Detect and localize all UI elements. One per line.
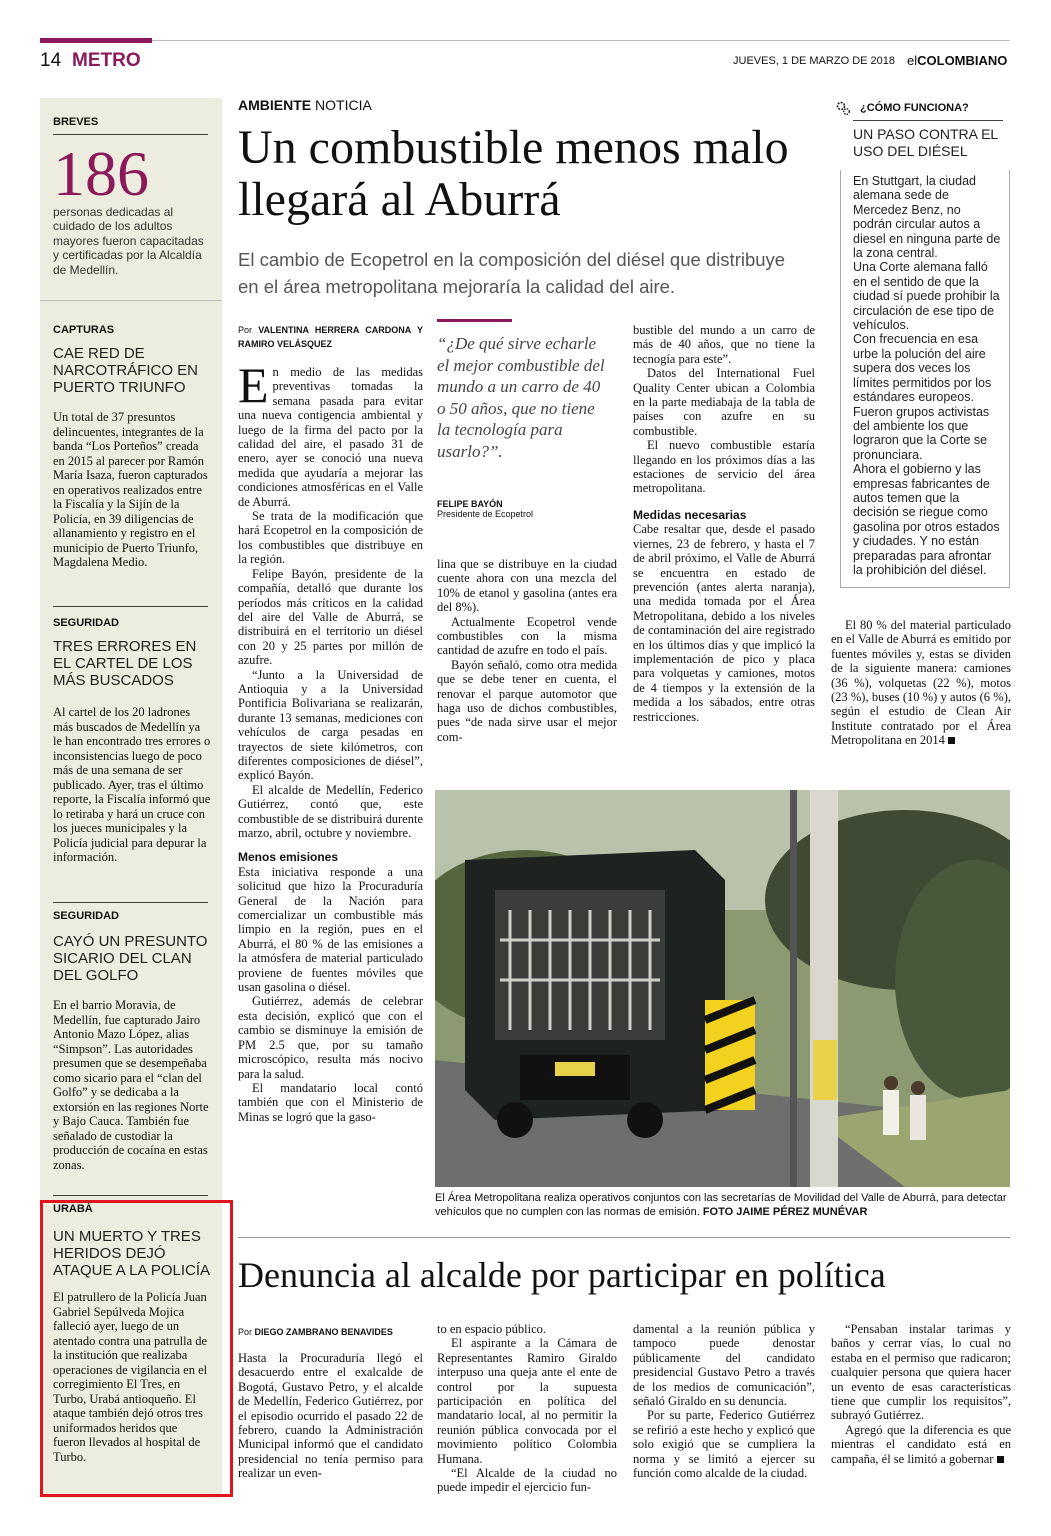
article2-headline: Denuncia al alcalde por participar en política (238, 1255, 886, 1295)
brief-text: En el barrio Moravia, de Medellín, fue capturado Jairo Antonio Mazo López, alias “Simpson”. Las autoridades presumen que se desempeñaba como sicario para el “clan del Golfo” y se dedicaba a la extorsión en las regiones Norte y Bajo Cauca. También fue señalado de custodiar la producción de cocaína en estas zonas. (53, 998, 209, 1172)
breves-number-text: personas dedicadas al cuidado de los adultos mayores fueron capacitadas y certificadas por la Alcaldía de Medellín. (53, 205, 204, 277)
subheading: Menos emisiones (238, 850, 339, 865)
dropcap: E (238, 357, 269, 413)
article-column-1 (238, 323, 423, 1124)
article2-column-2 (437, 1322, 617, 1495)
paragraph: El alcalde de Medellín, Federico Gutiérrez, contó que, este combustible de se distribuirá durente marzo, abril, octubre y noviembre. (238, 782, 423, 840)
quote-accent (437, 319, 512, 322)
howto-text: En Stuttgart, la ciudad alemana sede de Mercedez Benz, no podrán circular autos a diesel en ninguna parte de la zona central. Una Corte alemana falló en el sentido de que la ciudad sí puede prohibir la circulación de ese tipo de vehículos. Con frecuencia en esa urbe la polución del aire supera dos veces los límites permitidos por los estándares europeos. Fueron grupos activistas del ambiente los que lograron que la Corte se pronunciara. Ahora el gobierno y las empresas fabricantes de autos temen que la decisión se riegue como gasolina por otros estados y ciudades. Y no están preparadas para afrontar la prohibición del diésel. (853, 174, 1001, 577)
howto-label: ¿CÓMO FUNCIONA? (860, 102, 969, 114)
article2-column-1 (238, 1325, 423, 1481)
paragraph: Agregó que la diferencia es que mientras el candidato está en campaña, él se limitó a gobernar (831, 1422, 1011, 1466)
paragraph: El aspirante a la Cámara de Representantes Ramiro Giraldo interpuso una queja ante el ente de control por la supuesta participación en política del mandatario local, al no permitir la reunión pública convocada por el movimiento político Colombia Humana. (437, 1336, 617, 1466)
rule (853, 120, 1003, 121)
brief-title: CAYÓ UN PRESUNTO SICARIO DEL CLAN DEL GOLFO (53, 933, 208, 984)
brief-text: Al cartel de los 20 ladrones más buscados de Medellín ya le han encontrado tres errores o inconsistencias luego de poco más de una semana de ser publicado. Ayer, tras el último reporte, la Fiscalía informó que lo retiraba y hará un cruce con los jueces municipales y la Policía judicial para depurar la información. (53, 705, 211, 864)
paragraph: “El Alcalde de la ciudad no puede impedir el ejercicio fun- (437, 1466, 617, 1495)
article-deck: El cambio de Ecopetrol en la composición del diésel que distribuye en el área metropolitana mejoraría la calidad del aire. (238, 249, 786, 297)
top-rule (40, 40, 1010, 41)
paragraph: “Junto a la Universidad de Antioquia y a la Universidad Pontificia Bolivariana se realizarán, durante 13 semanas, mediciones con vehículos de carga pesadas en trayectos de siete kilómetros, con diferentes composiciones de diésel”, explicó Bayón. (238, 667, 423, 783)
paragraph: Gutiérrez, además de celebrar esta decisión, explicó que con el cambio se disminuye la emisión de PM 2.5 que, por su tamaño microscópico, resulta más nocivo para la salud. (238, 994, 423, 1081)
article2-column-3 (633, 1322, 815, 1480)
article-headline: Un combustible menos malo llegará al Aburrá (238, 121, 789, 226)
section-accent-bar (40, 38, 152, 43)
breves-big-number: 186 (53, 138, 149, 209)
paragraph: El nuevo combustible estaría llegando en los próximos días a las estaciones de servicio del área metropolitana. (633, 438, 815, 496)
page-number: 14 (40, 50, 62, 71)
brief-text: Un total de 37 presuntos delincuentes, integrantes de la banda “Los Porteños” creada en 2015 al parecer por Ramón María Isaza, fueron capturados en operativos realizados entre la Fiscalía y la Sijín de la Policía, en 39 diligencias de allanamiento y registro en el municipio de Puerto Triunfo, Magdalena Medio. (53, 410, 208, 569)
brief-text: El patrullero de la Policía Juan Gabriel Sepúlveda Mojica falleció ayer, luego de un atentado contra una patrulla de la institución que realizaba operaciones de vigilancia en el corregimiento El Tres, en Turbo, Urabá antioqueño. El ataque también dejó otros tres uniformados heridos que fueron llevados al hospital de Turbo. (53, 1290, 208, 1464)
paragraph: Actualmente Ecopetrol vende combustibles con la misma cantidad de azufre en todo el país. (437, 614, 617, 658)
brief-kicker: SEGURIDAD (53, 910, 120, 922)
brief-kicker: CAPTURAS (53, 324, 115, 336)
article-column-4 (831, 618, 1011, 748)
brief-title: CAE RED DE NARCOTRÁFICO EN PUERTO TRIUNFO (53, 345, 199, 396)
paragraph: El mandatario local contó también que con el Ministerio de Minas se logró que la gaso- (238, 1080, 423, 1124)
paragraph: Se trata de la modificación que hará Ecopetrol en la composición de los combustibles que distribuye en la región. (238, 509, 423, 567)
paragraph: damental a la reunión pública y tampoco puede denostar públicamente del candidato presidencial Gustavo Petro a través de los medios de comunicación”, señaló Giraldo en su denuncia. (633, 1322, 815, 1409)
brief-title: TRES ERRORES EN EL CARTEL DE LOS MÁS BUSCADOS (53, 638, 197, 689)
paragraph: lina que se distribuye en la ciudad cuente ahora con una mezcla del 10% de etanol y gasolina (antes era del 8%). (437, 557, 617, 615)
byline: Por VALENTINA HERRERA CARDONA Y RAMIRO VELÁSQUEZ (238, 325, 423, 349)
howto-title: UN PASO CONTRA EL USO DEL DIÉSEL (853, 126, 998, 159)
paragraph: Esta iniciativa responde a una solicitud que hizo la Procuraduría General de la Nación para comercializar un combustible más limpio en la región, pues en el Aburrá, el 80 % de las emisiones a la atmósfera de material particulado proviene de fuentes móviles que usan gasolina o diésel. (238, 864, 423, 995)
rule (53, 606, 208, 607)
paragraph: bustible del mundo a un carro de más de 40 años, que no tiene la tecnogía para este”. (633, 323, 815, 366)
paragraph: to en espacio público. (437, 1322, 546, 1336)
article-photo (435, 790, 1010, 1187)
section-name: METRO (72, 50, 141, 71)
breves-label: BREVES (53, 116, 99, 128)
end-mark (997, 1456, 1004, 1463)
paragraph: Datos del International Fuel Quality Center ubican a Colombia en la parte mediabaja de la tabla de países con azufre en su combustible. (633, 366, 815, 438)
brief-kicker: URABÁ (53, 1203, 93, 1215)
rule (53, 134, 208, 135)
article-kicker: AMBIENTE NOTICIA (238, 97, 372, 113)
rule (53, 1195, 208, 1196)
article-separator (238, 1237, 1010, 1238)
end-mark (948, 737, 955, 744)
newspaper-brand: elCOLOMBIANO (907, 53, 1008, 68)
rule (40, 300, 222, 301)
issue-date: JUEVES, 1 DE MARZO DE 2018 (733, 55, 895, 67)
rule (53, 902, 208, 903)
paragraph: Felipe Bayón, presidente de la compañía, detalló que durante los períodos más críticos en la calidad del aire del Valle de Aburrá, se distribuirá en el territorio un diésel con 20 y 25 partes por millón de azufre. (238, 566, 423, 668)
byline: Por DIEGO ZAMBRANO BENAVIDES (238, 1327, 393, 1337)
paragraph: El 80 % del material particulado en el Valle de Aburrá es emitido por fuentes móviles y, estas se dividen de la siguiente manera: camiones (36 %), volquetas (22 %), motos (23 %), buses (10 %) y autos (6 %), según el estudio de Clean Air Institute contratado por el Área Metropolitana en 2014 (831, 618, 1011, 748)
pull-quote: “¿De qué sirve echarle el mejor combustible del mundo a un carro de 40 o 50 años, que no tiene la tecnología para usarlo?”. (437, 334, 605, 461)
paragraph: Cabe resaltar que, desde el pasado viernes, 23 de febrero, y hasta el 7 de abril próximo, el Valle de Aburrá se encuentra en estado de prevención (antes alerta naranja), una medida tomada por el Área Metropolitana, debido a los niveles de contaminación del aire registrado en los últimos días y que implicó la implementación de pico y placa para volquetas y camiones, motos de 4 tiempos y la extensión de la medida a los sábados, entre otras restricciones. (633, 522, 815, 724)
article-column-3 (633, 323, 815, 724)
article2-column-4 (831, 1322, 1011, 1466)
brief-title: UN MUERTO Y TRES HERIDOS DEJÓ ATAQUE A LA POLICÍA (53, 1228, 211, 1279)
paragraph: Bayón señaló, como otra medida que se debe tener en cuenta, el renovar el parque automotor que haga uso de dichos combustibles, pues “de nada sirve usar el mejor com- (437, 657, 617, 744)
paragraph: Por su parte, Federico Gutiérrez se refirió a este hecho y explicó que solo exigió que se cumpliera la norma y se limitó a ejercer su función como alcalde de la ciudad. (633, 1408, 815, 1481)
article-column-2 (437, 557, 617, 744)
brief-kicker: SEGURIDAD (53, 617, 120, 629)
quote-attribution: FELIPE BAYÓN Presidente de Ecopetrol (437, 499, 534, 519)
subheading: Medidas necesarias (633, 507, 747, 522)
photo-caption: El Área Metropolitana realiza operativos conjuntos con las secretarías de Movilidad del Valle de Aburrá, para detectar vehículos que no cumplen con las normas de emisión. FOTO JAIME PÉREZ MUNÉVAR (435, 1192, 1007, 1218)
paragraph: n medio de las medidas preventivas tomadas la semana pasada para evitar una nueva contigencia ambiental y luego de la firma del pacto por la calidad del aire, el pasado 31 de enero, ayer se conoció una nueva medida que ayudaría a mejorar las condiciones atmosféricas en el Valle de Aburrá. (238, 365, 423, 509)
photo-credit: FOTO JAIME PÉREZ MUNÉVAR (702, 1206, 868, 1218)
gears-icon (835, 100, 851, 116)
paragraph: “Pensaban instalar tarimas y baños y cerrar vías, lo cual no estaba en el permiso que radicaron; cualquier persona que quiera hacer un evento de esas características tiene que cumplir los requisitos”, subrayó Gutiérrez. (831, 1322, 1011, 1423)
paragraph: Hasta la Procuraduría llegó el desacuerdo entre el exalcalde de Bogotá, Gustavo Petro, y el alcalde de Medellín, Federico Gutiérrez, por el episodio ocurrido el pasado 22 de febrero, cuando la Administración Municipal informó que el candidato presidencial no tenía permiso para realizar un even- (238, 1351, 423, 1481)
